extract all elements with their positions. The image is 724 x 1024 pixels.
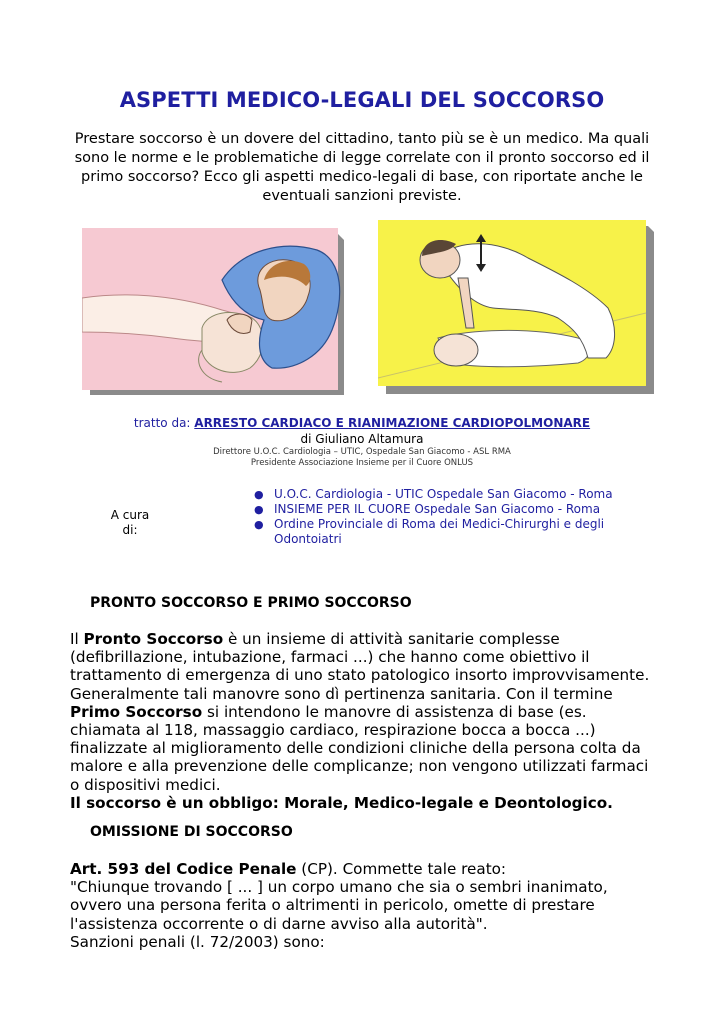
- source-credit: [0, 416, 724, 430]
- author-role-2: Presidente Associazione Insieme per il Cuore ONLUS: [250, 458, 474, 468]
- pronto-soccorso-paragraph: [70, 630, 660, 812]
- text-segment: è un insieme di attività sanitarie complesse (defibrillazione, intubazione, farmaci ...) che hanno come obiettivo il trattamento di emergenza di uno stato patologico insorto improvvisamente. Generalmente tali manovre sono dì pertinenza sanitaria. Con il termine: [70, 630, 650, 703]
- omissione-paragraph: [70, 860, 660, 951]
- law-quote: "Chiunque trovando [ ... ] un corpo umano che sia o sembri inanimato, ovvero una persona ferita o altrimenti in pericolo, omette di prestare l'assistenza occorrente o di darne avviso alla autorità".: [70, 878, 608, 933]
- list-item-label: U.O.C. Cardiologia - UTIC Ospedale San Giacomo - Roma: [274, 487, 613, 501]
- text-segment: si intendono le manovre di assistenza di base (es. chiamata al 118, massaggio cardiaco, respirazione bocca a bocca ...) finalizzate al miglioramento delle condizioni cliniche della persona colta da malore e alla prevenzione delle complicanze; non vengono utilizzati farmaci o dispositivi medici.: [70, 702, 649, 794]
- list-item[interactable]: [254, 487, 634, 502]
- text-segment: Il: [70, 630, 84, 648]
- term-pronto-soccorso: Pronto Soccorso: [83, 630, 224, 648]
- bullet-icon: ●: [254, 518, 264, 531]
- intro-paragraph: Prestare soccorso è un dovere del cittadino, tanto più se è un medico. Ma quali sono le norme e le problematiche di legge correlate con il pronto soccorso ed il primo soccorso? Ecco gli aspetti medico-legali di base, con riportate anche le eventuali sanzioni previste.: [74, 131, 650, 204]
- text-segment: (CP). Commette tale reato:: [296, 860, 507, 878]
- credit-prefix: tratto da:: [133, 416, 195, 430]
- list-item-label: INSIEME PER IL CUORE Ospedale San Giacomo - Roma: [274, 502, 601, 516]
- source-link[interactable]: ARRESTO CARDIACO E RIANIMAZIONE CARDIOPOLMONARE: [194, 416, 591, 430]
- cura-label-line2: di:: [122, 523, 138, 537]
- term-primo-soccorso: Primo Soccorso: [70, 702, 203, 721]
- author-line: di Giuliano Altamura: [300, 432, 424, 446]
- bullet-icon: ●: [254, 503, 264, 516]
- list-item[interactable]: [254, 517, 634, 547]
- author-role-1: Direttore U.O.C. Cardiologia – UTIC, Ospedale San Giacomo - ASL RMA: [213, 447, 511, 457]
- section-heading-pronto-soccorso: PRONTO SOCCORSO E PRIMO SOCCORSO: [90, 595, 412, 611]
- sanctions-text: Sanzioni penali (l. 72/2003) sono:: [70, 932, 325, 951]
- article-reference: Art. 593 del Codice Penale: [70, 860, 297, 878]
- list-item-label: Ordine Provinciale di Roma dei Medici-Chirurghi e degli Odontoiatri: [274, 517, 605, 546]
- rescue-breathing-illustration: [82, 220, 344, 395]
- cura-list: [254, 487, 634, 547]
- cura-label: [102, 508, 158, 538]
- obligation-statement: Il soccorso è un obbligo: Morale, Medico-legale e Deontologico.: [70, 793, 613, 812]
- chest-compression-illustration: [378, 218, 654, 394]
- page-title: ASPETTI MEDICO-LEGALI DEL SOCCORSO: [119, 88, 605, 112]
- cura-label-line1: A cura: [110, 508, 150, 522]
- list-item[interactable]: [254, 502, 634, 517]
- bullet-icon: ●: [254, 488, 264, 501]
- section-heading-omissione: OMISSIONE DI SOCCORSO: [90, 824, 293, 840]
